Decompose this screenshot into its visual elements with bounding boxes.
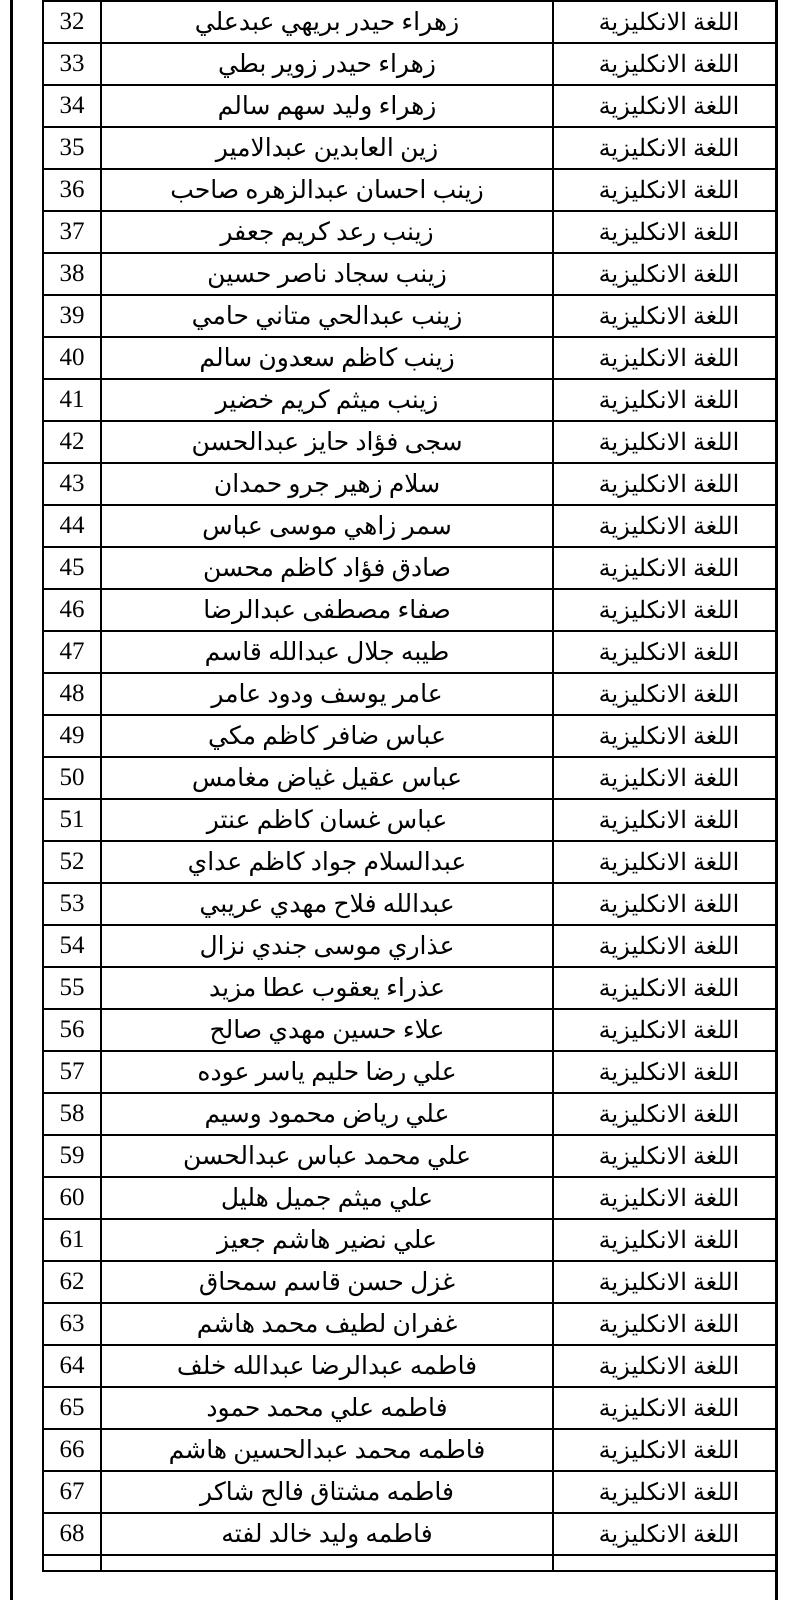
cell-subject: اللغة الانكليزية: [553, 589, 785, 631]
cell-student-name: زينب كاظم سعدون سالم: [101, 337, 553, 379]
table-row: [43, 967, 785, 1009]
cell-student-name: طيبه جلال عبدالله قاسم: [101, 631, 553, 673]
cell-sequence-number: 59: [43, 1135, 101, 1177]
cell-student-name: زينب سجاد ناصر حسين: [101, 253, 553, 295]
cell-sequence-number: 50: [43, 757, 101, 799]
table-row: [43, 589, 785, 631]
cell-subject: اللغة الانكليزية: [553, 715, 785, 757]
cell-subject: اللغة الانكليزية: [553, 1009, 785, 1051]
cell-sequence-number: 47: [43, 631, 101, 673]
cell-sequence-number: 57: [43, 1051, 101, 1093]
table-row: [43, 1177, 785, 1219]
cell-subject: اللغة الانكليزية: [553, 841, 785, 883]
cell-subject: اللغة الانكليزية: [553, 253, 785, 295]
cell-student-name: عباس ضافر كاظم مكي: [101, 715, 553, 757]
cell-sequence-number: 52: [43, 841, 101, 883]
table-row: [43, 43, 785, 85]
table-row: [43, 925, 785, 967]
cell-student-name: زهراء وليد سهم سالم: [101, 85, 553, 127]
cell-subject: اللغة الانكليزية: [553, 673, 785, 715]
cell-student-name: زين العابدين عبدالامير: [101, 127, 553, 169]
cell-subject: اللغة الانكليزية: [553, 1345, 785, 1387]
cell-sequence-number: 54: [43, 925, 101, 967]
cell-sequence-number: 51: [43, 799, 101, 841]
cell-student-name: عبدالسلام جواد كاظم عداي: [101, 841, 553, 883]
table-row: [43, 1, 785, 43]
table-row: [43, 1303, 785, 1345]
cell-subject: اللغة الانكليزية: [553, 1429, 785, 1471]
cell-sequence-number: 55: [43, 967, 101, 1009]
cell-student-name: سمر زاهي موسى عباس: [101, 505, 553, 547]
cell-student-name: عامر يوسف ودود عامر: [101, 673, 553, 715]
cell-sequence-number: 67: [43, 1471, 101, 1513]
cell-sequence-number: 34: [43, 85, 101, 127]
cell-sequence-number: 36: [43, 169, 101, 211]
cell-subject: اللغة الانكليزية: [553, 631, 785, 673]
cell-student-name: زينب عبدالحي متاني حامي: [101, 295, 553, 337]
cell-sequence-number: 63: [43, 1303, 101, 1345]
table-outer-border-right: [775, 0, 778, 1600]
cell-subject: اللغة الانكليزية: [553, 1387, 785, 1429]
cell-student-name: عذراء يعقوب عطا مزيد: [101, 967, 553, 1009]
cell-sequence-number: 42: [43, 421, 101, 463]
cell-subject: اللغة الانكليزية: [553, 43, 785, 85]
table-row: [43, 1219, 785, 1261]
table-row: [43, 463, 785, 505]
cell-subject: اللغة الانكليزية: [553, 211, 785, 253]
cell-sequence-number: 56: [43, 1009, 101, 1051]
cell-sequence-number: 37: [43, 211, 101, 253]
cell-sequence-number: 58: [43, 1093, 101, 1135]
table-row-partial: [43, 1555, 785, 1571]
table-row: [43, 841, 785, 883]
table-row: [43, 379, 785, 421]
cell-subject: اللغة الانكليزية: [553, 1513, 785, 1555]
cell-sequence-number: 46: [43, 589, 101, 631]
table-row: [43, 421, 785, 463]
cell-student-name: علي نضير هاشم جعيز: [101, 1219, 553, 1261]
cell-sequence-number: 65: [43, 1387, 101, 1429]
cell-subject: اللغة الانكليزية: [553, 883, 785, 925]
cell-student-name: [101, 1555, 553, 1571]
cell-student-name: علي رياض محمود وسيم: [101, 1093, 553, 1135]
cell-student-name: فاطمه محمد عبدالحسين هاشم: [101, 1429, 553, 1471]
cell-subject: اللغة الانكليزية: [553, 967, 785, 1009]
table-row: [43, 1429, 785, 1471]
table-row: [43, 1009, 785, 1051]
table-row: [43, 547, 785, 589]
cell-student-name: علي محمد عباس عبدالحسن: [101, 1135, 553, 1177]
page-left-margin: [0, 0, 10, 1600]
cell-sequence-number: 48: [43, 673, 101, 715]
cell-student-name: زهراء حيدر زوير بطي: [101, 43, 553, 85]
cell-sequence-number: 53: [43, 883, 101, 925]
cell-student-name: صادق فؤاد كاظم محسن: [101, 547, 553, 589]
cell-student-name: علي ميثم جميل هليل: [101, 1177, 553, 1219]
cell-sequence-number: 35: [43, 127, 101, 169]
cell-student-name: عبدالله فلاح مهدي عريبي: [101, 883, 553, 925]
cell-subject: اللغة الانكليزية: [553, 757, 785, 799]
cell-subject: اللغة الانكليزية: [553, 1051, 785, 1093]
cell-student-name: فاطمه عبدالرضا عبدالله خلف: [101, 1345, 553, 1387]
cell-subject: اللغة الانكليزية: [553, 925, 785, 967]
table-row: [43, 631, 785, 673]
cell-sequence-number: 49: [43, 715, 101, 757]
cell-subject: اللغة الانكليزية: [553, 547, 785, 589]
cell-subject: اللغة الانكليزية: [553, 1261, 785, 1303]
cell-subject: اللغة الانكليزية: [553, 1177, 785, 1219]
cell-subject: اللغة الانكليزية: [553, 169, 785, 211]
table-row: [43, 1387, 785, 1429]
cell-sequence-number: 68: [43, 1513, 101, 1555]
table-outer-border-left: [10, 0, 13, 1600]
table-row: [43, 85, 785, 127]
cell-sequence-number: 66: [43, 1429, 101, 1471]
cell-student-name: علاء حسين مهدي صالح: [101, 1009, 553, 1051]
cell-sequence-number: 41: [43, 379, 101, 421]
table-row: [43, 1051, 785, 1093]
cell-subject: اللغة الانكليزية: [553, 463, 785, 505]
cell-sequence-number: 40: [43, 337, 101, 379]
cell-student-name: زينب ميثم كريم خضير: [101, 379, 553, 421]
cell-student-name: غزل حسن قاسم سمحاق: [101, 1261, 553, 1303]
table-row: [43, 715, 785, 757]
cell-student-name: سجى فؤاد حايز عبدالحسن: [101, 421, 553, 463]
cell-subject: اللغة الانكليزية: [553, 295, 785, 337]
table-row: [43, 295, 785, 337]
table-row: [43, 211, 785, 253]
cell-subject: اللغة الانكليزية: [553, 1135, 785, 1177]
cell-subject: اللغة الانكليزية: [553, 799, 785, 841]
table-row: [43, 127, 785, 169]
table-row: [43, 673, 785, 715]
cell-sequence-number: 38: [43, 253, 101, 295]
cell-student-name: صفاء مصطفى عبدالرضا: [101, 589, 553, 631]
table-row: [43, 883, 785, 925]
table-row: [43, 757, 785, 799]
table-row: [43, 1513, 785, 1555]
cell-sequence-number: 45: [43, 547, 101, 589]
cell-student-name: زهراء حيدر بريهي عبدعلي: [101, 1, 553, 43]
table-row: [43, 1345, 785, 1387]
cell-sequence-number: 60: [43, 1177, 101, 1219]
table-row: [43, 799, 785, 841]
table-row: [43, 505, 785, 547]
student-roster-table: [42, 0, 786, 1572]
roster-body: [43, 1, 785, 1571]
cell-sequence-number: 43: [43, 463, 101, 505]
cell-subject: اللغة الانكليزية: [553, 337, 785, 379]
table-row: [43, 1261, 785, 1303]
cell-sequence-number: 64: [43, 1345, 101, 1387]
table-row: [43, 253, 785, 295]
table-row: [43, 1093, 785, 1135]
cell-student-name: زينب رعد كريم جعفر: [101, 211, 553, 253]
cell-subject: اللغة الانكليزية: [553, 1, 785, 43]
cell-subject: اللغة الانكليزية: [553, 1471, 785, 1513]
cell-student-name: غفران لطيف محمد هاشم: [101, 1303, 553, 1345]
cell-subject: اللغة الانكليزية: [553, 421, 785, 463]
cell-subject: اللغة الانكليزية: [553, 85, 785, 127]
cell-subject: اللغة الانكليزية: [553, 1303, 785, 1345]
cell-subject: اللغة الانكليزية: [553, 379, 785, 421]
cell-subject: اللغة الانكليزية: [553, 1093, 785, 1135]
cell-student-name: سلام زهير جرو حمدان: [101, 463, 553, 505]
cell-sequence-number: 61: [43, 1219, 101, 1261]
cell-sequence-number: 33: [43, 43, 101, 85]
cell-sequence-number: [43, 1555, 101, 1571]
cell-student-name: فاطمه مشتاق فالح شاكر: [101, 1471, 553, 1513]
cell-student-name: عباس عقيل غياض مغامس: [101, 757, 553, 799]
cell-subject: اللغة الانكليزية: [553, 1219, 785, 1261]
cell-student-name: فاطمه وليد خالد لفته: [101, 1513, 553, 1555]
table-row: [43, 169, 785, 211]
cell-student-name: علي رضا حليم ياسر عوده: [101, 1051, 553, 1093]
cell-subject: اللغة الانكليزية: [553, 505, 785, 547]
cell-sequence-number: 32: [43, 1, 101, 43]
table-row: [43, 1135, 785, 1177]
cell-subject: [553, 1555, 785, 1571]
cell-student-name: فاطمه علي محمد حمود: [101, 1387, 553, 1429]
table-row: [43, 337, 785, 379]
cell-student-name: عذاري موسى جندي نزال: [101, 925, 553, 967]
cell-sequence-number: 62: [43, 1261, 101, 1303]
table-row: [43, 1471, 785, 1513]
cell-student-name: زينب احسان عبدالزهره صاحب: [101, 169, 553, 211]
cell-sequence-number: 44: [43, 505, 101, 547]
cell-student-name: عباس غسان كاظم عنتر: [101, 799, 553, 841]
cell-sequence-number: 39: [43, 295, 101, 337]
cell-subject: اللغة الانكليزية: [553, 127, 785, 169]
